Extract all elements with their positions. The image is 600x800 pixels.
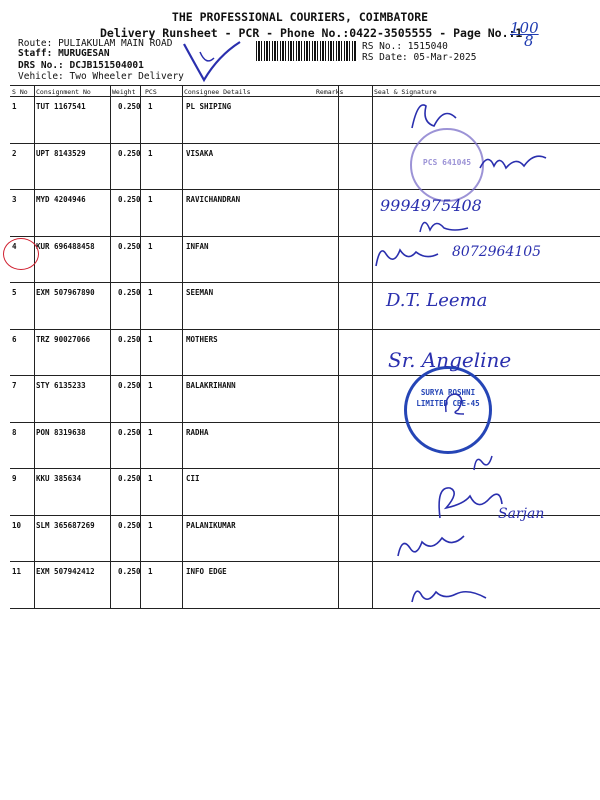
table-row (10, 561, 600, 608)
cell-pcs: 1 (148, 474, 153, 483)
cell-sno: 1 (12, 102, 17, 111)
cell-consignee: PL SHIPING (186, 102, 232, 111)
cell-consignee: VISAKA (186, 148, 214, 158)
cell-pcs: 1 (148, 334, 153, 344)
vehicle-label: Vehicle: (18, 71, 64, 82)
col-header-weight: Weight (112, 88, 136, 96)
table-row (10, 375, 600, 422)
cell-pcs: 1 (148, 241, 153, 251)
cell-consignee: INFO EDGE (186, 567, 227, 576)
col-header-pcs: PCS (145, 88, 157, 96)
cell-consignee: RADHA (186, 427, 209, 437)
staff-line (18, 48, 110, 59)
cell-sno: 9 (12, 474, 17, 483)
staff-label: Staff: (18, 48, 53, 59)
table-row (10, 422, 600, 469)
cell-consignment: KUR 696488458 (36, 241, 95, 251)
col-header-consignment: Consignment No (36, 88, 91, 96)
cell-sno: 2 (12, 148, 17, 158)
surya-stamp-text: SURYA ROSHNI LIMITED CBE-45 (416, 388, 480, 408)
cell-consignee: RAVICHANDRAN (186, 195, 241, 204)
cell-pcs: 1 (148, 567, 153, 576)
cell-sno: 3 (12, 195, 17, 204)
cell-consignment: EXM 507942412 (36, 567, 95, 576)
col-header-sno: S No (12, 88, 28, 96)
handwritten-page-note (510, 19, 539, 50)
cell-pcs: 1 (148, 148, 153, 158)
route-value: PULIAKULAM MAIN ROAD (58, 38, 173, 49)
pcs-round-stamp (410, 128, 484, 202)
cell-consignment: KKU 385634 (36, 474, 82, 483)
cell-sno: 8 (12, 427, 17, 437)
col-header-seal: Seal & Signature (374, 88, 437, 96)
cell-weight: 0.250 (118, 520, 141, 530)
signature-row4-icon (372, 240, 442, 272)
vehicle-value: Two Wheeler Delivery (69, 71, 184, 82)
table-row (10, 96, 600, 143)
cell-weight: 0.250 (118, 241, 141, 251)
cell-pcs: 1 (148, 102, 153, 111)
vehicle-line (18, 71, 184, 82)
cell-weight: 0.250 (118, 334, 141, 344)
cell-weight: 0.250 (118, 427, 141, 437)
route-label: Route: (18, 38, 53, 49)
cell-sno: 11 (12, 567, 22, 576)
cell-weight: 0.250 (118, 288, 141, 297)
handwritten-phone-row3: 9994975408 (380, 196, 482, 215)
signature-row1-icon (404, 96, 464, 136)
rs-no-label: RS No.: (362, 41, 403, 52)
cell-sno: 6 (12, 334, 17, 344)
signature-row6: Sr. Angeline (388, 348, 512, 372)
cell-sno: 4 (12, 241, 17, 251)
signature-row3-icon (414, 212, 474, 238)
barcode (256, 41, 356, 61)
table-row (10, 282, 600, 329)
drs-label: DRS No.: (18, 60, 64, 71)
cell-consignee: BALAKRIHANN (186, 381, 236, 390)
cell-consignment: EXM 507967890 (36, 288, 95, 297)
handwritten-phone-row4: 8072964105 (452, 244, 542, 260)
col-header-remarks: Remarks (316, 88, 344, 96)
cell-pcs: 1 (148, 195, 153, 204)
cell-consignee: CII (186, 474, 200, 483)
cell-consignee: PALANIKUMAR (186, 520, 236, 530)
cell-consignee: INFAN (186, 241, 209, 251)
cell-weight: 0.250 (118, 148, 141, 158)
page-note-top: 100 (510, 19, 539, 37)
signature-row5: D.T. Leema (386, 290, 488, 311)
cell-weight: 0.250 (118, 102, 141, 111)
cell-consignment: UPT 8143529 (36, 148, 86, 158)
table-row (10, 329, 600, 376)
cell-pcs: 1 (148, 520, 153, 530)
signature-row10: Sarjan (498, 506, 545, 522)
cell-pcs: 1 (148, 288, 153, 297)
cell-consignee: SEEMAN (186, 288, 214, 297)
col-header-consignee: Consignee Details (184, 88, 251, 96)
cell-consignment: MYD 4204946 (36, 195, 86, 204)
rs-date-line (362, 52, 476, 63)
runsheet-subtitle: Delivery Runsheet - PCR - Phone No.:0422-3505555 - Page No.:1 (100, 26, 523, 40)
page-note-bottom: 8 (524, 32, 534, 50)
company-title: THE PROFESSIONAL COURIERS, COIMBATORE (171, 10, 429, 24)
cell-sno: 10 (12, 520, 22, 530)
signature-row7-icon (440, 388, 470, 418)
signature-row8-icon (470, 452, 496, 474)
cell-consignment: SLM 365687269 (36, 520, 95, 530)
cell-sno: 7 (12, 381, 17, 390)
staff-value: MURUGESAN (58, 48, 110, 59)
signature-row10-initial-icon (392, 528, 472, 564)
circle-mark (3, 238, 39, 270)
drs-value: DCJB151504001 (69, 60, 144, 71)
drs-line (18, 60, 144, 71)
cell-weight: 0.250 (118, 474, 141, 483)
cell-consignment: TUT 1167541 (36, 102, 86, 111)
cell-sno: 5 (12, 288, 17, 297)
cell-consignment: PON 8319638 (36, 427, 86, 437)
tick-mark-icon (178, 36, 248, 86)
table-row (10, 189, 600, 236)
rs-no-line (362, 41, 448, 52)
signature-row11-icon (406, 580, 496, 608)
cell-weight: 0.250 (118, 195, 141, 204)
cell-consignment: TRZ 90027066 (36, 334, 91, 344)
rs-date-value: 05-Mar-2025 (413, 52, 477, 63)
cell-pcs: 1 (148, 427, 153, 437)
rs-no-value: 1515040 (407, 41, 448, 52)
cell-pcs: 1 (148, 381, 153, 390)
cell-weight: 0.250 (118, 567, 141, 576)
cell-consignee: MOTHERS (186, 334, 218, 344)
rs-date-label: RS Date: (362, 52, 408, 63)
cell-weight: 0.250 (118, 381, 141, 390)
cell-consignment: STY 6135233 (36, 381, 86, 390)
signature-row2-icon (476, 146, 556, 176)
pcs-stamp-text: PCS 641045 (422, 158, 472, 167)
